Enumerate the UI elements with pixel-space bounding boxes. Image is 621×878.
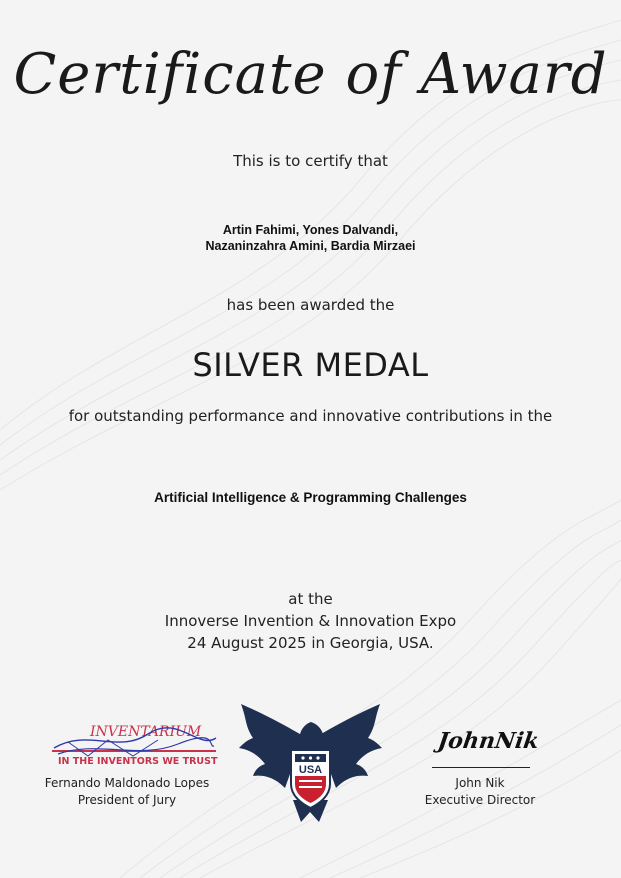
awarded-text: has been awarded the (226, 296, 395, 314)
event-date: 24 August 2025 in Georgia, USA. (187, 634, 434, 652)
certify-text: This is to certify that (233, 152, 388, 170)
certificate-title: Certificate of Award (13, 42, 608, 107)
emblem-text: USA (298, 764, 323, 776)
event-info (0, 588, 621, 654)
signature-line (432, 767, 530, 768)
eagle-shield-icon (233, 700, 388, 830)
award-title: SILVER MEDAL (192, 346, 429, 384)
stamp-text-bottom: IN THE INVENTORS WE TRUST (58, 756, 218, 767)
left-signatory-role: President of Jury (77, 793, 177, 807)
left-signatory-name: Fernando Maldonado Lopes (44, 776, 210, 790)
left-signatory (22, 775, 232, 809)
right-signatory-name: John Nik (455, 776, 505, 790)
john-nik-signature: JohnNik (436, 728, 541, 754)
right-signatory (400, 775, 560, 809)
stamp-text-top: INVENTARIUM (90, 724, 202, 740)
recipient-names (0, 222, 621, 254)
right-signatory-role: Executive Director (424, 793, 536, 807)
event-name: Innoverse Invention & Innovation Expo (164, 612, 457, 630)
recipients-line-2: Nazaninzahra Amini, Bardia Mirzaei (205, 239, 416, 253)
award-field: Artificial Intelligence & Programming Challenges (154, 490, 467, 505)
recipients-line-1: Artin Fahimi, Yones Dalvandi, (222, 223, 399, 237)
award-description: for outstanding performance and innovative contributions in the (68, 407, 553, 425)
event-line-1: at the (288, 590, 333, 608)
inventarium-stamp (48, 720, 220, 768)
